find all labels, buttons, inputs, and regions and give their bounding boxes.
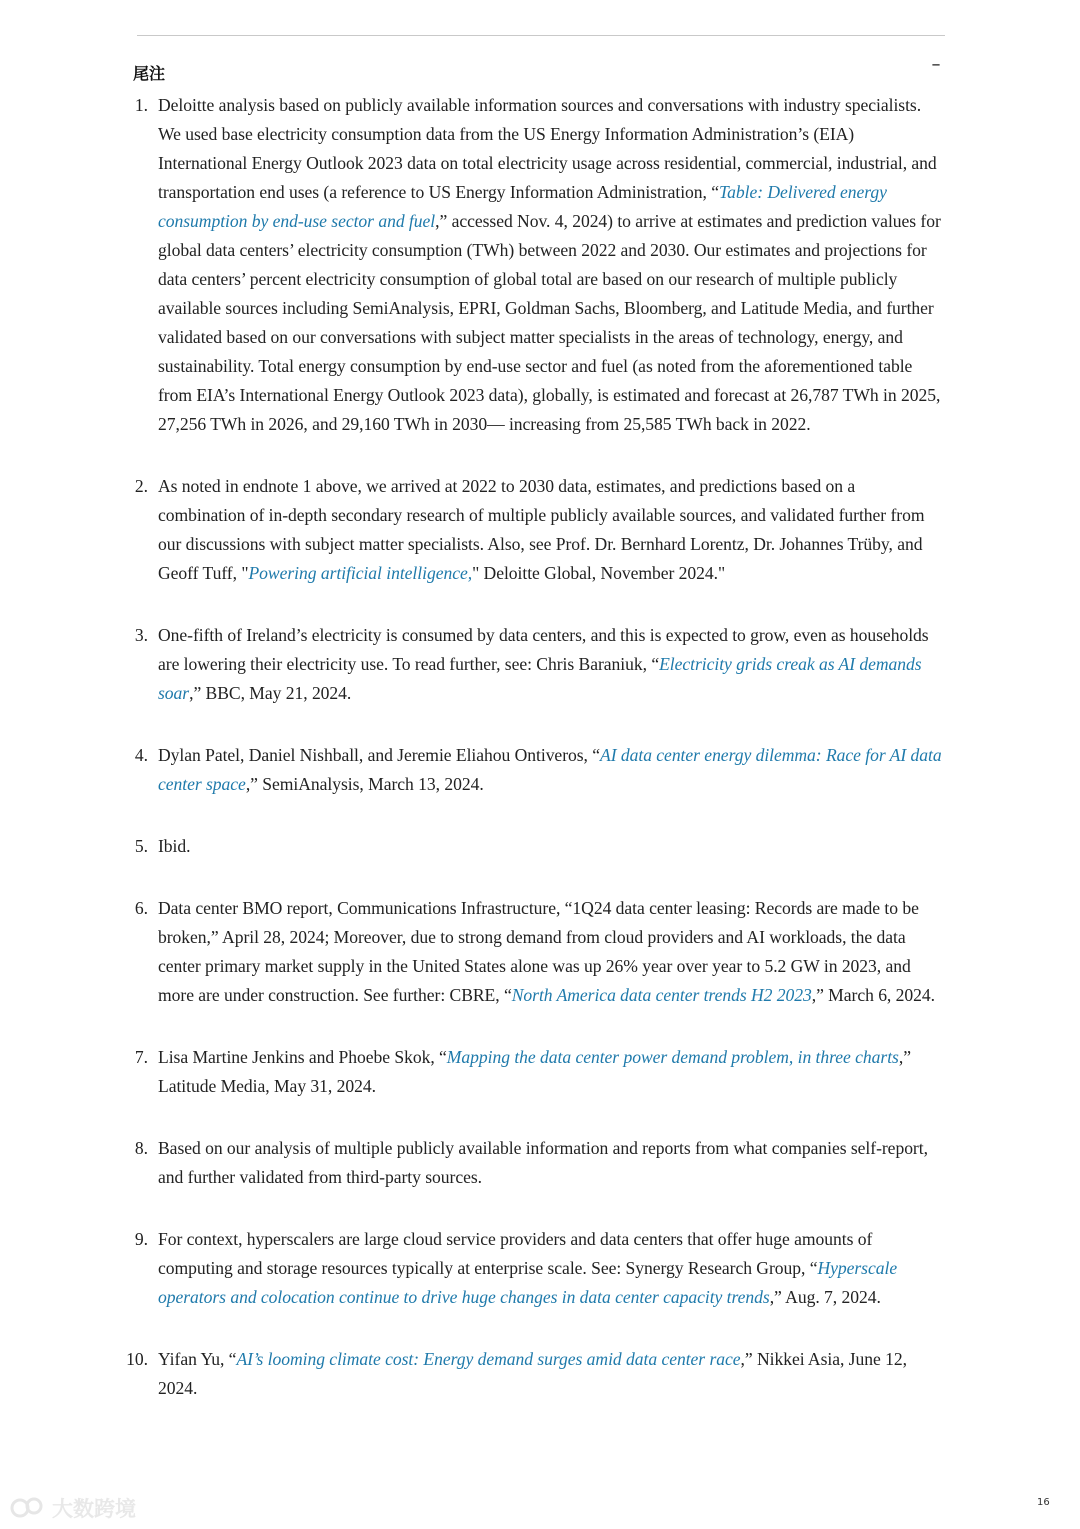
endnote-item xyxy=(120,741,946,799)
endnote-text: ,” SemiAnalysis, March 13, 2024. xyxy=(245,774,484,794)
endnote-text: Ibid. xyxy=(158,836,191,856)
endnote-item xyxy=(120,894,946,1010)
endnote-text: " Deloitte Global, November 2024." xyxy=(472,563,726,583)
endnote-number: 2. xyxy=(134,476,148,496)
endnote-text: One-fifth of Ireland’s electricity is consumed by data centers, and this is expected to grow, even as households are lowering their electricity use. To read further, see: Chris Baraniuk, “ xyxy=(158,625,929,674)
endnote-item xyxy=(120,472,946,588)
endnote-number: 9. xyxy=(134,1229,148,1249)
endnote-item xyxy=(120,1225,946,1312)
endnote-item xyxy=(120,1134,946,1192)
endnote-number: 4. xyxy=(134,745,148,765)
endnote-number: 8. xyxy=(134,1138,148,1158)
endnote-text: Based on our analysis of multiple publicly available information and reports from what companies self-report, and further validated from third-party sources. xyxy=(158,1138,928,1187)
endnote-number: 7. xyxy=(134,1047,148,1067)
endnote-link[interactable]: AI’s looming climate cost: Energy demand surges amid data center race xyxy=(236,1349,741,1369)
endnote-item xyxy=(120,621,946,708)
endnote-link[interactable]: Table: Delivered energy consumption by end-use sector and fuel xyxy=(158,182,887,231)
endnote-text: ,” BBC, May 21, 2024. xyxy=(189,683,352,703)
endnote-item xyxy=(120,1043,946,1101)
endnote-link[interactable]: Mapping the data center power demand problem, in three charts xyxy=(446,1047,899,1067)
endnote-text: Lisa Martine Jenkins and Phoebe Skok, “ xyxy=(158,1047,447,1067)
top-divider xyxy=(137,35,945,36)
endnote-text: ,” accessed Nov. 4, 2024) to arrive at estimates and prediction values for global data centers’ electricity consumption (TWh) between 2022 and 2030. Our estimates and projections for data centers’ percent electricity consumption of global total are based on our research of multiple publicly available sources including SemiAnalysis, EPRI, Goldman Sachs, Bloomberg, and Latitude Media, and further validated based on our conversations with subject matter specialists in the areas of technology, energy, and sustainability. Total energy consumption by end-use sector and fuel (as noted from the aforementioned table from EIA’s International Energy Outlook 2023 data), globally, is estimated and forecast at 26,787 TWh in 2025, 27,256 TWh in 2026, and 29,160 TWh in 2030— increasing from 25,585 TWh back in 2022. xyxy=(158,211,941,434)
watermark xyxy=(10,1493,136,1523)
endnote-number: 10. xyxy=(126,1349,148,1369)
endnote-link[interactable]: AI data center energy dilemma: Race for AI data center space xyxy=(158,745,942,794)
page-number: 16 xyxy=(1037,1497,1050,1508)
endnote-link[interactable]: North America data center trends H2 2023 xyxy=(511,985,812,1005)
endnote-text: For context, hyperscalers are large cloud service providers and data centers that offer huge amounts of computing and storage resources typically at enterprise scale. See: Synergy Research Group, “ xyxy=(158,1229,873,1278)
section-title: 尾注 xyxy=(133,64,166,83)
endnote-text: As noted in endnote 1 above, we arrived at 2022 to 2030 data, estimates, and predictions based on a combination of in-depth secondary research of multiple publicly available sources, and validated further from our discussions with subject matter specialists. Also, see Prof. Dr. Bernhard Lorentz, Dr. Johannes Trüby, and Geoff Tuff, " xyxy=(158,476,925,583)
endnote-item xyxy=(120,832,946,861)
endnotes-list xyxy=(120,91,946,1436)
endnote-number: 6. xyxy=(134,898,148,918)
endnote-item xyxy=(120,1345,946,1403)
endnote-text: Data center BMO report, Communications Infrastructure, “1Q24 data center leasing: Records are made to be broken,” April 28, 2024; Moreover, due to strong demand from cloud providers and AI workloads, the data center primary market supply in the United States alone was up 26% year over year to 5.2 GW in 2023, and more are under construction. See further: CBRE, “ xyxy=(158,898,919,1005)
endnote-link[interactable]: Electricity grids creak as AI demands soar xyxy=(158,654,922,703)
collapse-button[interactable]: – xyxy=(931,54,941,75)
endnote-text: Dylan Patel, Daniel Nishball, and Jeremie Eliahou Ontiveros, “ xyxy=(158,745,601,765)
endnote-text: ,” Nikkei Asia, June 12, 2024. xyxy=(158,1349,907,1398)
endnote-text: ,” Aug. 7, 2024. xyxy=(769,1287,881,1307)
watermark-logo-icon xyxy=(10,1495,46,1521)
endnote-number: 1. xyxy=(134,95,148,115)
endnote-number: 3. xyxy=(134,625,148,645)
endnote-link[interactable]: Hyperscale operators and colocation continue to drive huge changes in data center capacity trends xyxy=(158,1258,898,1307)
endnote-text: Yifan Yu, “ xyxy=(158,1349,237,1369)
endnote-item xyxy=(120,91,946,439)
endnote-text: Deloitte analysis based on publicly available information sources and conversations with industry specialists. We used base electricity consumption data from the US Energy Information Administration’s (EIA) International Energy Outlook 2023 data on total electricity usage across residential, commercial, industrial, and transportation end uses (a reference to US Energy Information Administration, “ xyxy=(158,95,937,202)
watermark-text: 大数跨境 xyxy=(52,1497,136,1521)
endnote-text: ,” Latitude Media, May 31, 2024. xyxy=(158,1047,911,1096)
endnote-number: 5. xyxy=(134,836,148,856)
endnote-text: ,” March 6, 2024. xyxy=(811,985,935,1005)
endnote-link[interactable]: Powering artificial intelligence, xyxy=(248,563,473,583)
